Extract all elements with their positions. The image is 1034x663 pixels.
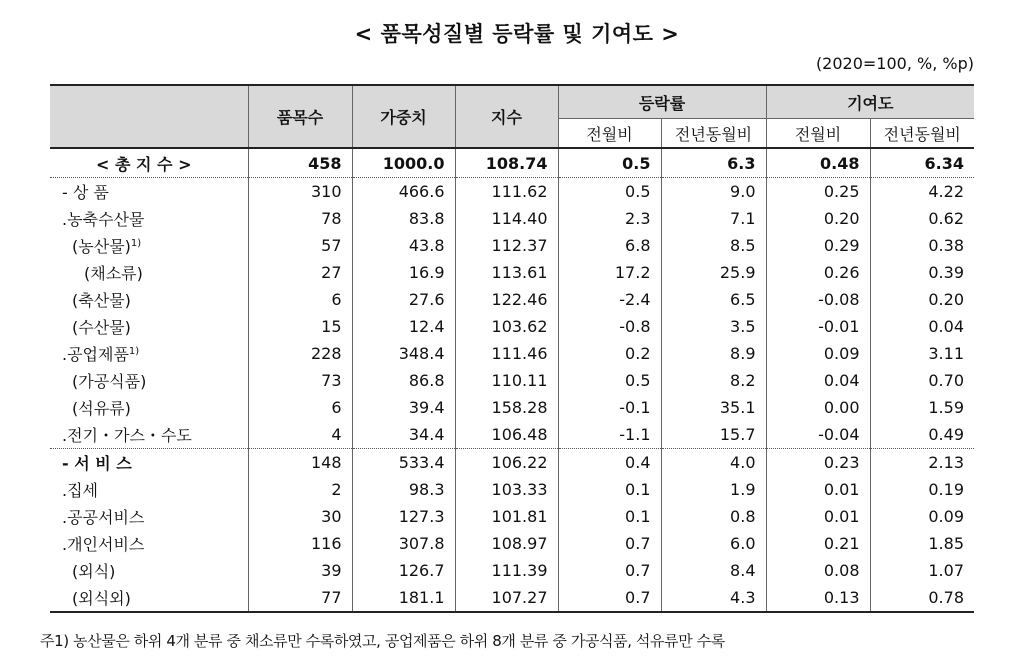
table-row <box>50 449 974 477</box>
footnote-marker: 1) <box>128 346 140 357</box>
cell-index: 114.40 <box>455 205 558 232</box>
cell-c-yoy: 2.13 <box>870 449 974 477</box>
cell-c-yoy: 0.20 <box>870 286 974 313</box>
header-change: 등락률 <box>558 85 766 119</box>
row-label-text: < 총 지 수 > <box>96 154 192 174</box>
cell-weight: 533.4 <box>352 449 455 477</box>
table-row <box>50 178 974 206</box>
row-label <box>50 367 248 394</box>
footnote-marker: 1) <box>130 238 142 249</box>
header-change-yoy: 전년동월비 <box>661 119 766 149</box>
cell-c-mom: 0.01 <box>766 503 870 530</box>
cell-items: 30 <box>248 503 352 530</box>
cell-items: 77 <box>248 584 352 612</box>
row-label <box>50 313 248 340</box>
cell-yoy: 6.3 <box>661 148 766 178</box>
cell-weight: 83.8 <box>352 205 455 232</box>
cell-yoy: 6.5 <box>661 286 766 313</box>
row-label <box>50 286 248 313</box>
cell-yoy: 8.2 <box>661 367 766 394</box>
cell-mom: 0.5 <box>558 178 661 206</box>
row-label <box>50 232 248 259</box>
cell-index: 122.46 <box>455 286 558 313</box>
cell-c-mom: 0.25 <box>766 178 870 206</box>
cell-mom: 0.2 <box>558 340 661 367</box>
table-row <box>50 313 974 340</box>
cell-mom: -0.1 <box>558 394 661 421</box>
cell-c-yoy: 0.49 <box>870 421 974 449</box>
cell-weight: 127.3 <box>352 503 455 530</box>
table-header <box>50 85 974 148</box>
cell-yoy: 4.0 <box>661 449 766 477</box>
cell-mom: 0.7 <box>558 530 661 557</box>
row-label-text: (가공식품) <box>72 372 147 391</box>
header-change-mom: 전월비 <box>558 119 661 149</box>
cell-items: 6 <box>248 286 352 313</box>
cell-weight: 86.8 <box>352 367 455 394</box>
header-contribution-yoy: 전년동월비 <box>870 119 974 149</box>
cell-items: 73 <box>248 367 352 394</box>
cell-items: 27 <box>248 259 352 286</box>
cell-index: 103.33 <box>455 476 558 503</box>
table-row <box>50 476 974 503</box>
table-row <box>50 584 974 612</box>
cell-weight: 98.3 <box>352 476 455 503</box>
cell-yoy: 1.9 <box>661 476 766 503</box>
cell-mom: 0.7 <box>558 557 661 584</box>
cell-c-mom: -0.01 <box>766 313 870 340</box>
cell-index: 158.28 <box>455 394 558 421</box>
cell-weight: 1000.0 <box>352 148 455 178</box>
row-label-text: .공업제품 <box>62 345 129 364</box>
cell-yoy: 6.0 <box>661 530 766 557</box>
cell-c-mom: 0.20 <box>766 205 870 232</box>
cell-index: 106.48 <box>455 421 558 449</box>
row-label <box>50 394 248 421</box>
cell-weight: 12.4 <box>352 313 455 340</box>
cell-mom: -2.4 <box>558 286 661 313</box>
cell-index: 103.62 <box>455 313 558 340</box>
cell-yoy: 15.7 <box>661 421 766 449</box>
cell-weight: 34.4 <box>352 421 455 449</box>
cell-c-yoy: 0.39 <box>870 259 974 286</box>
cell-items: 15 <box>248 313 352 340</box>
row-label-text: - 상 품 <box>62 183 109 202</box>
cell-yoy: 7.1 <box>661 205 766 232</box>
cell-items: 2 <box>248 476 352 503</box>
cell-index: 107.27 <box>455 584 558 612</box>
cell-mom: 17.2 <box>558 259 661 286</box>
cell-weight: 307.8 <box>352 530 455 557</box>
cell-weight: 27.6 <box>352 286 455 313</box>
row-label <box>50 178 248 206</box>
cell-c-yoy: 0.04 <box>870 313 974 340</box>
row-label-text: .개인서비스 <box>62 535 145 554</box>
cell-c-mom: 0.01 <box>766 476 870 503</box>
cell-items: 4 <box>248 421 352 449</box>
table-row <box>50 394 974 421</box>
row-label <box>50 503 248 530</box>
cell-items: 458 <box>248 148 352 178</box>
row-label <box>50 476 248 503</box>
cell-index: 106.22 <box>455 449 558 477</box>
cell-c-mom: 0.23 <box>766 449 870 477</box>
row-label <box>50 557 248 584</box>
header-items: 품목수 <box>248 85 352 148</box>
row-label-text: .농축수산물 <box>62 210 145 229</box>
cell-weight: 16.9 <box>352 259 455 286</box>
cell-items: 78 <box>248 205 352 232</box>
table-row <box>50 205 974 232</box>
row-label <box>50 148 248 178</box>
row-label-text: .전기・가스・수도 <box>62 426 192 445</box>
cell-c-mom: 0.09 <box>766 340 870 367</box>
cell-mom: 2.3 <box>558 205 661 232</box>
row-label-text: (외식외) <box>72 589 131 608</box>
cell-index: 111.62 <box>455 178 558 206</box>
cell-items: 116 <box>248 530 352 557</box>
row-label-text: .집세 <box>62 481 98 500</box>
row-label-text: (수산물) <box>72 318 131 337</box>
header-weight: 가중치 <box>352 85 455 148</box>
cell-items: 228 <box>248 340 352 367</box>
cell-c-mom: 0.04 <box>766 367 870 394</box>
cell-c-mom: 0.26 <box>766 259 870 286</box>
cell-yoy: 9.0 <box>661 178 766 206</box>
cell-c-yoy: 3.11 <box>870 340 974 367</box>
cell-index: 113.61 <box>455 259 558 286</box>
cell-c-mom: 0.48 <box>766 148 870 178</box>
cell-yoy: 4.3 <box>661 584 766 612</box>
cell-items: 57 <box>248 232 352 259</box>
cell-yoy: 8.9 <box>661 340 766 367</box>
cell-c-yoy: 0.38 <box>870 232 974 259</box>
row-label-text: (채소류) <box>84 264 143 283</box>
row-label <box>50 259 248 286</box>
cell-yoy: 3.5 <box>661 313 766 340</box>
cell-c-yoy: 1.07 <box>870 557 974 584</box>
cell-items: 6 <box>248 394 352 421</box>
cell-mom: 0.4 <box>558 449 661 477</box>
row-label-text: (석유류) <box>72 399 131 418</box>
table-row <box>50 340 974 367</box>
cell-items: 39 <box>248 557 352 584</box>
row-label <box>50 449 248 477</box>
cell-weight: 43.8 <box>352 232 455 259</box>
row-label-text: (농산물) <box>72 237 131 256</box>
row-label-text: (외식) <box>72 562 116 581</box>
cell-c-yoy: 1.85 <box>870 530 974 557</box>
price-index-table <box>50 84 974 613</box>
header-contribution: 기여도 <box>766 85 974 119</box>
cell-index: 101.81 <box>455 503 558 530</box>
cell-c-yoy: 0.19 <box>870 476 974 503</box>
cell-weight: 126.7 <box>352 557 455 584</box>
cell-c-mom: -0.08 <box>766 286 870 313</box>
row-label <box>50 584 248 612</box>
header-index: 지수 <box>455 85 558 148</box>
cell-c-yoy: 1.59 <box>870 394 974 421</box>
cell-index: 111.39 <box>455 557 558 584</box>
cell-mom: 0.5 <box>558 367 661 394</box>
table-row <box>50 259 974 286</box>
row-label <box>50 205 248 232</box>
cell-index: 112.37 <box>455 232 558 259</box>
cell-c-yoy: 0.70 <box>870 367 974 394</box>
row-label <box>50 530 248 557</box>
cell-c-yoy: 0.78 <box>870 584 974 612</box>
cell-mom: 0.1 <box>558 476 661 503</box>
cell-index: 111.46 <box>455 340 558 367</box>
cell-c-yoy: 0.62 <box>870 205 974 232</box>
table-row <box>50 557 974 584</box>
cell-yoy: 8.5 <box>661 232 766 259</box>
cell-yoy: 8.4 <box>661 557 766 584</box>
cell-weight: 39.4 <box>352 394 455 421</box>
cell-mom: -0.8 <box>558 313 661 340</box>
cell-c-mom: -0.04 <box>766 421 870 449</box>
table-title: < 품목성질별 등락률 및 기여도 > <box>354 22 680 46</box>
cell-c-mom: 0.00 <box>766 394 870 421</box>
cell-index: 108.74 <box>455 148 558 178</box>
row-label-text: (축산물) <box>72 291 131 310</box>
footnote: 주1) 농산물은 하위 4개 분류 중 채소류만 수록하였고, 공업제품은 하위 8개 분류 중 가공식품, 석유류만 수록 <box>40 632 725 650</box>
header-contribution-mom: 전월비 <box>766 119 870 149</box>
cell-yoy: 25.9 <box>661 259 766 286</box>
row-label-text: - 서 비 스 <box>62 454 132 473</box>
row-label-text: .공공서비스 <box>62 508 145 527</box>
cell-c-yoy: 4.22 <box>870 178 974 206</box>
cell-items: 148 <box>248 449 352 477</box>
cell-weight: 466.6 <box>352 178 455 206</box>
cell-items: 310 <box>248 178 352 206</box>
cell-mom: 0.5 <box>558 148 661 178</box>
cell-index: 108.97 <box>455 530 558 557</box>
unit-note: (2020=100, %, %p) <box>815 54 974 73</box>
cell-weight: 348.4 <box>352 340 455 367</box>
cell-mom: -1.1 <box>558 421 661 449</box>
cell-c-mom: 0.08 <box>766 557 870 584</box>
table-body <box>50 148 974 612</box>
cell-index: 110.11 <box>455 367 558 394</box>
table-row <box>50 530 974 557</box>
cell-weight: 181.1 <box>352 584 455 612</box>
table-row <box>50 421 974 449</box>
table-row <box>50 503 974 530</box>
table-row <box>50 148 974 178</box>
cell-c-yoy: 6.34 <box>870 148 974 178</box>
header-category <box>50 85 248 148</box>
row-label <box>50 340 248 367</box>
cell-yoy: 35.1 <box>661 394 766 421</box>
cell-mom: 6.8 <box>558 232 661 259</box>
cell-mom: 0.1 <box>558 503 661 530</box>
table-row <box>50 232 974 259</box>
cell-c-mom: 0.29 <box>766 232 870 259</box>
row-label <box>50 421 248 449</box>
cell-c-mom: 0.13 <box>766 584 870 612</box>
cell-c-yoy: 0.09 <box>870 503 974 530</box>
cell-mom: 0.7 <box>558 584 661 612</box>
cell-c-mom: 0.21 <box>766 530 870 557</box>
cell-yoy: 0.8 <box>661 503 766 530</box>
table-row <box>50 367 974 394</box>
table-row <box>50 286 974 313</box>
